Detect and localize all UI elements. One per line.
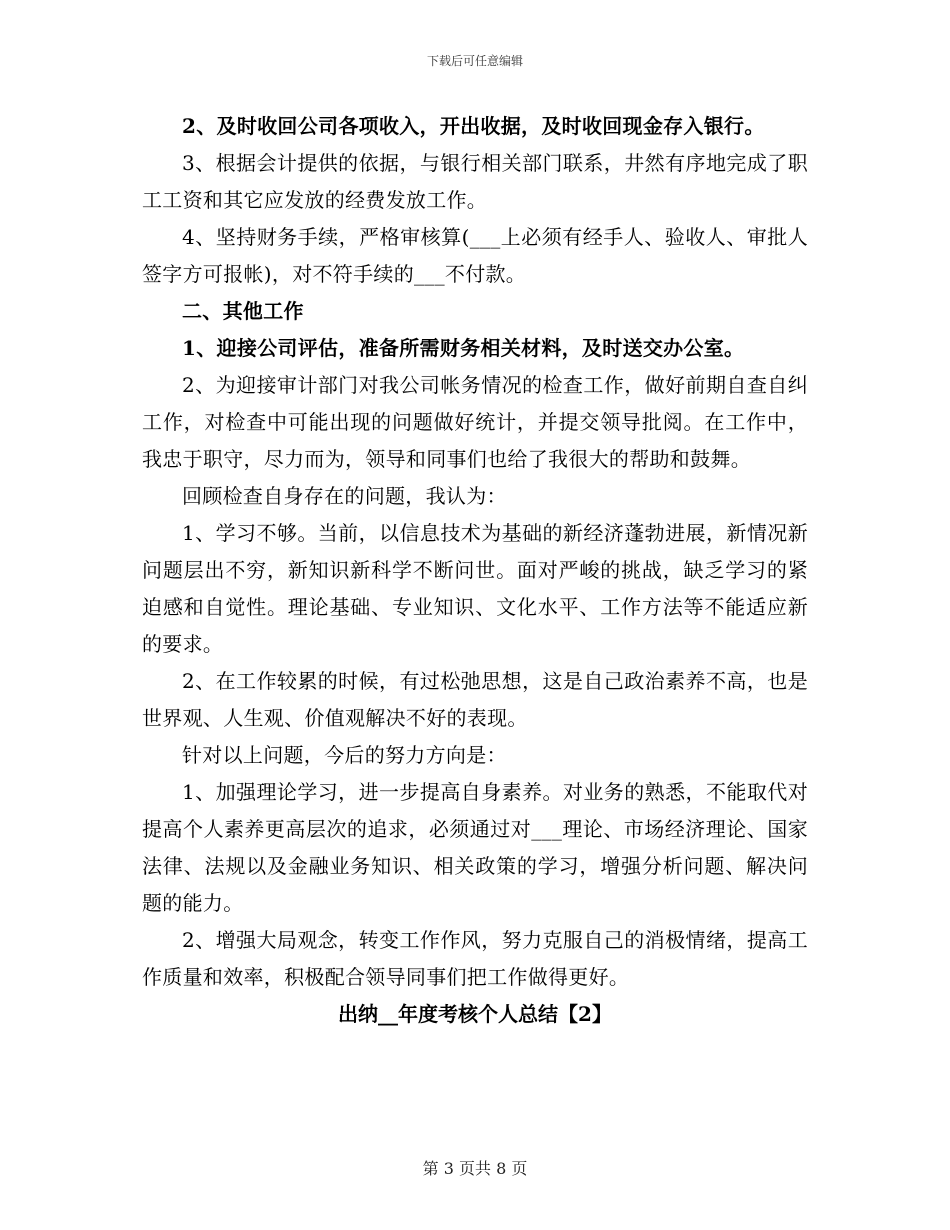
page-header: 下载后可任意编辑	[426, 54, 523, 68]
page-footer: 第 3 页共 8 页	[422, 1159, 528, 1178]
paragraph: 2、增强大局观念，转变工作作风，努力克服自己的消极情绪，提高工作质量和效率，积极配合领导同事们把工作做得更好。	[142, 928, 808, 989]
paragraph: 4、坚持财务手续，严格审核算(___上必须有经手人、验收人、审批人签字方可报帐)，对不符手续的___不付款。	[142, 225, 808, 286]
paragraph: 回顾检查自身存在的问题，我认为：	[182, 484, 507, 508]
section-heading: 二、其他工作	[182, 299, 304, 323]
paragraph: 2、在工作较累的时候，有过松弛思想，这是自己政治素养不高，也是世界观、人生观、价值观解决不好的表现。	[142, 669, 808, 730]
paragraph: 3、根据会计提供的依据，与银行相关部门联系，井然有序地完成了职工工资和其它应发放的经费发放工作。	[142, 151, 808, 212]
document-body	[142, 108, 808, 1033]
paragraph: 1、加强理论学习，进一步提高自身素养。对业务的熟悉，不能取代对提高个人素养更高层次的追求，必须通过对___理论、市场经济理论、国家法律、法规以及金融业务知识、相关政策的学习，增强分析问题、解决问题的能力。	[142, 780, 808, 915]
section-title: 出纳__年度考核个人总结【2】	[338, 1002, 612, 1026]
paragraph: 2、为迎接审计部门对我公司帐务情况的检查工作，做好前期自查自纠工作，对检查中可能出现的问题做好统计，并提交领导批阅。在工作中，我忠于职守，尽力而为，领导和同事们也给了我很大的帮助和鼓舞。	[142, 373, 808, 471]
paragraph: 2、及时收回公司各项收入，开出收据，及时收回现金存入银行。	[182, 114, 765, 138]
paragraph: 针对以上问题，今后的努力方向是：	[182, 743, 507, 767]
paragraph: 1、迎接公司评估，准备所需财务相关材料，及时送交办公室。	[182, 336, 745, 360]
paragraph: 1、学习不够。当前，以信息技术为基础的新经济蓬勃进展，新情况新问题层出不穷，新知识新科学不断问世。面对严峻的挑战，缺乏学习的紧迫感和自觉性。理论基础、专业知识、文化水平、工作方法等不能适应新的要求。	[142, 521, 808, 656]
